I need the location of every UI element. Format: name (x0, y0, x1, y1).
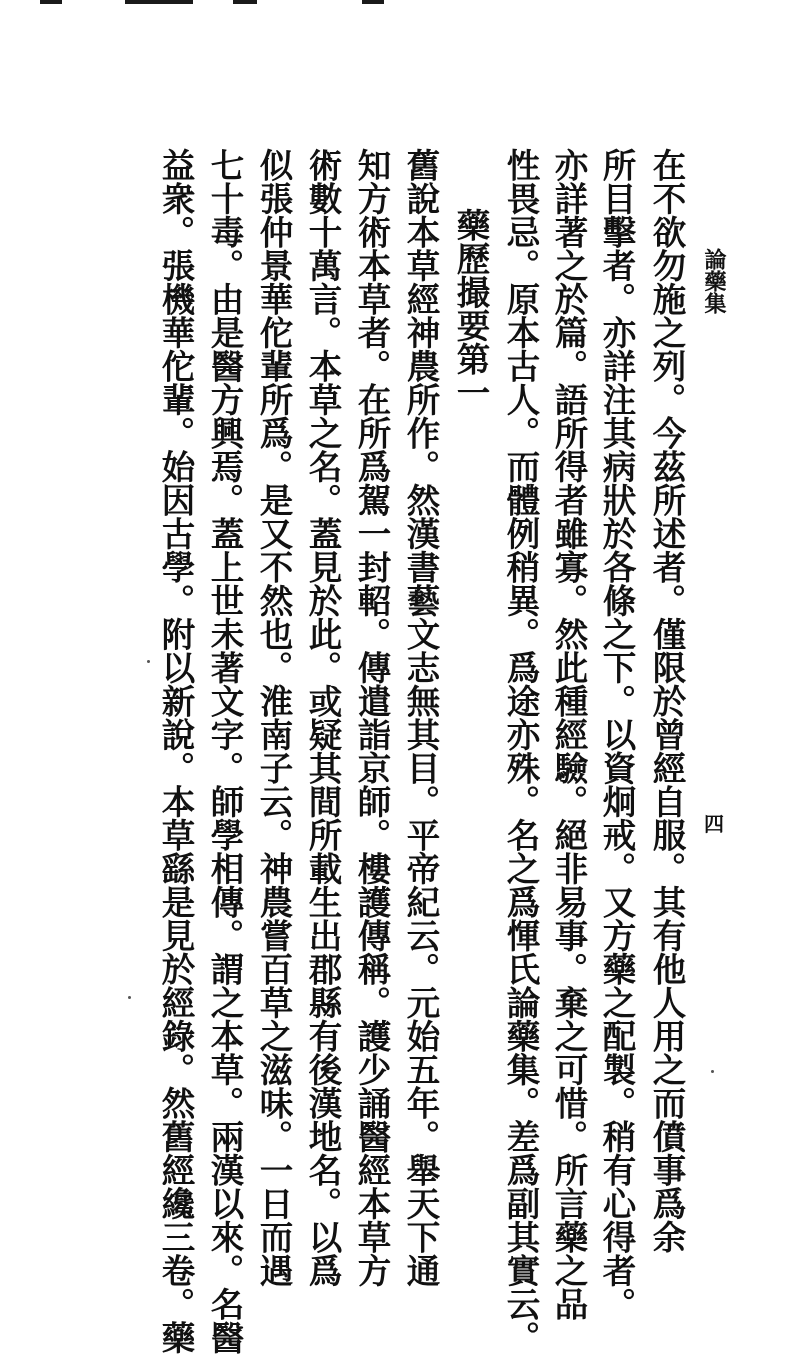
scan-edge-mark (125, 0, 193, 4)
text-column: 在不欲勿施之列。今茲所述者。僅限於曾經自服。其有他人用之而僨事爲余 (647, 148, 686, 1254)
text-column: 益衆。張機華佗輩。始因古學。附以新說。本草繇是見於經錄。然舊經纔三卷。藥 (156, 148, 195, 1354)
text-column: 七十毒。由是醫方興焉。蓋上世未著文字。師學相傳。謂之本草。兩漢以來。名醫 (205, 148, 244, 1354)
text-column: 所目擊者。亦詳注其病狀於各條之下。以資炯戒。又方藥之配製。稍有心得者。 (597, 148, 636, 1321)
scan-speck (711, 1070, 714, 1073)
running-title: 論藥集 (701, 248, 727, 314)
text-column: 知方術本草者。在所爲駕一封軺。傳遣詣京師。樓護傳稱。護少誦醫經本草方 (352, 148, 391, 1287)
text-column: 舊說本草經神農所作。然漢書藝文志無其目。平帝紀云。元始五年。舉天下通 (401, 148, 440, 1287)
section-heading: 藥歷撮要第一 (451, 208, 490, 409)
text-column: 性畏忌。原本古人。而體例稍異。爲途亦殊。名之爲惲氏論藥集。差爲副其實云。 (501, 148, 540, 1354)
scan-speck (147, 660, 150, 663)
page-number: 四 (704, 812, 724, 836)
text-column: 亦詳著之於篇。語所得者雖寡。然此種經驗。絕非易事。棄之可惜。所言藥之品 (549, 148, 588, 1321)
scan-edge-mark (233, 0, 257, 4)
scan-speck (128, 996, 131, 999)
text-column: 術數十萬言。本草之名。蓋見於此。或疑其間所載生出郡縣有後漢地名。以爲 (303, 148, 342, 1287)
scan-edge-mark (40, 0, 62, 4)
scan-edge-mark (362, 0, 384, 4)
text-column: 似張仲景華佗輩所爲。是又不然也。淮南子云。神農嘗百草之滋味。一日而遇 (254, 148, 293, 1287)
